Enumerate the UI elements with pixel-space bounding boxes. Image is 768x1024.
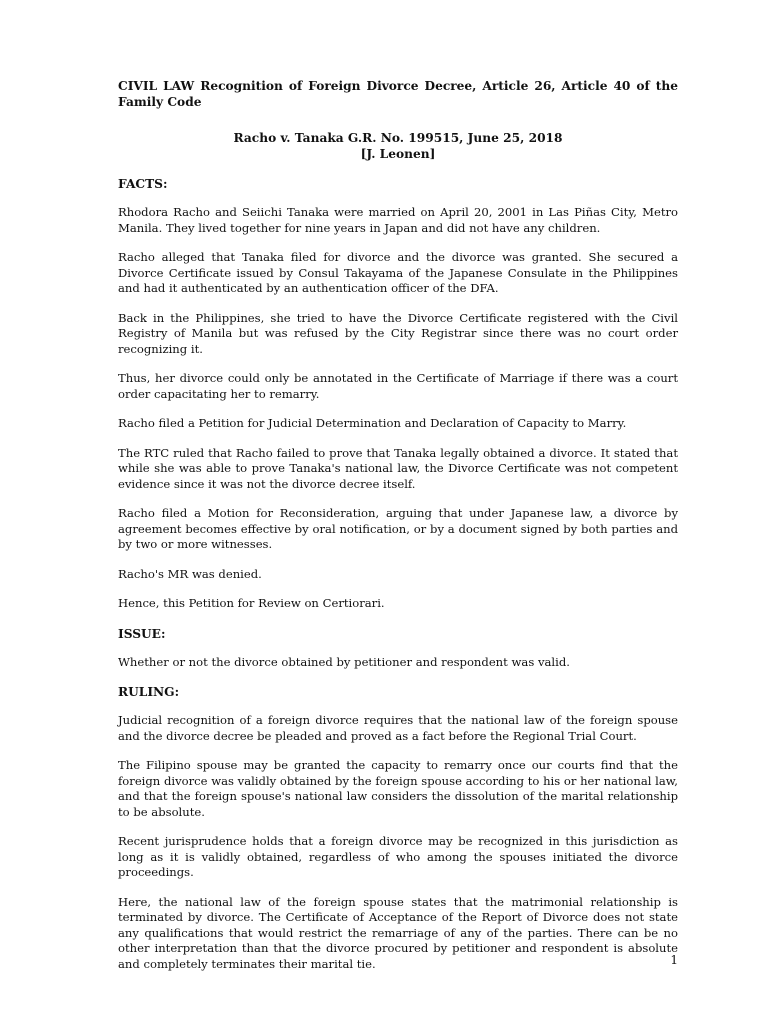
issue-paragraph: Whether or not the divorce obtained by petitioner and respondent was valid. <box>118 654 570 669</box>
issue-heading: ISSUE: <box>118 626 166 641</box>
case-title: Racho v. Tanaka G.R. No. 199515, June 25, 2018 <box>233 131 563 145</box>
page-number: 1 <box>670 953 678 967</box>
facts-paragraph: Thus, her divorce could only be annotated in the Certificate of Marriage if there was a court order capacitating her to remarry. <box>118 371 678 401</box>
facts-paragraph: Racho's MR was denied. <box>118 566 262 581</box>
document-title: CIVIL LAW Recognition of Foreign Divorce Decree, Article 26, Article 40 of the Family Code <box>118 79 678 109</box>
facts-paragraph: Racho filed a Petition for Judicial Determination and Declaration of Capacity to Marry. <box>118 416 627 430</box>
document-body <box>118 78 678 986</box>
facts-paragraph: Rhodora Racho and Seiichi Tanaka were married on April 20, 2001 in Las Piñas City, Metro Manila. They lived together for nine years in Japan and did not have any children. <box>118 205 678 235</box>
facts-paragraph: Hence, this Petition for Review on Certiorari. <box>118 596 385 610</box>
ruling-paragraph: Here, the national law of the foreign spouse states that the matrimonial relationship is terminated by divorce. The Certificate of Acceptance of the Report of Divorce does not state any qualifications that would restrict the remarriage of any of the parties. There can be no other interpretation than that the divorce procured by petitioner and respondent is absolute and completely terminates their marital tie. <box>118 894 678 971</box>
ruling-heading: RULING: <box>118 685 180 699</box>
facts-paragraph: Racho alleged that Tanaka filed for divorce and the divorce was granted. She secured a Divorce Certificate issued by Consul Takayama of the Japanese Consulate in the Philippines and had it authenticated by an authentication officer of the DFA. <box>118 250 678 295</box>
case-ponente: [J. Leonen] <box>360 147 436 161</box>
ruling-paragraph: Judicial recognition of a foreign divorce requires that the national law of the foreign spouse and the divorce decree be pleaded and proved as a fact before the Regional Trial Court. <box>118 713 678 743</box>
ruling-paragraph: Recent jurisprudence holds that a foreign divorce may be recognized in this jurisdiction as long as it is validly obtained, regardless of who among the spouses initiated the divorce proceedings. <box>118 834 678 879</box>
facts-heading: FACTS: <box>118 177 168 191</box>
ruling-paragraph: The Filipino spouse may be granted the capacity to remarry once our courts find that the foreign divorce was validly obtained by the foreign spouse according to his or her national law, and that the foreign spouse's national law considers the dissolution of the marital relationship to be absolute. <box>118 758 678 819</box>
case-citation <box>118 130 678 162</box>
facts-paragraph: Back in the Philippines, she tried to have the Divorce Certificate registered with the Civil Registry of Manila but was refused by the City Registrar since there was no court order recognizing it. <box>118 310 678 356</box>
facts-paragraph: The RTC ruled that Racho failed to prove that Tanaka legally obtained a divorce. It stated that while she was able to prove Tanaka's national law, the Divorce Certificate was not competent evidence since it was not the divorce decree itself. <box>118 445 678 491</box>
facts-paragraph: Racho filed a Motion for Reconsideration, arguing that under Japanese law, a divorce by agreement becomes effective by oral notification, or by a document signed by both parties and by two or more witnesses. <box>118 506 678 551</box>
